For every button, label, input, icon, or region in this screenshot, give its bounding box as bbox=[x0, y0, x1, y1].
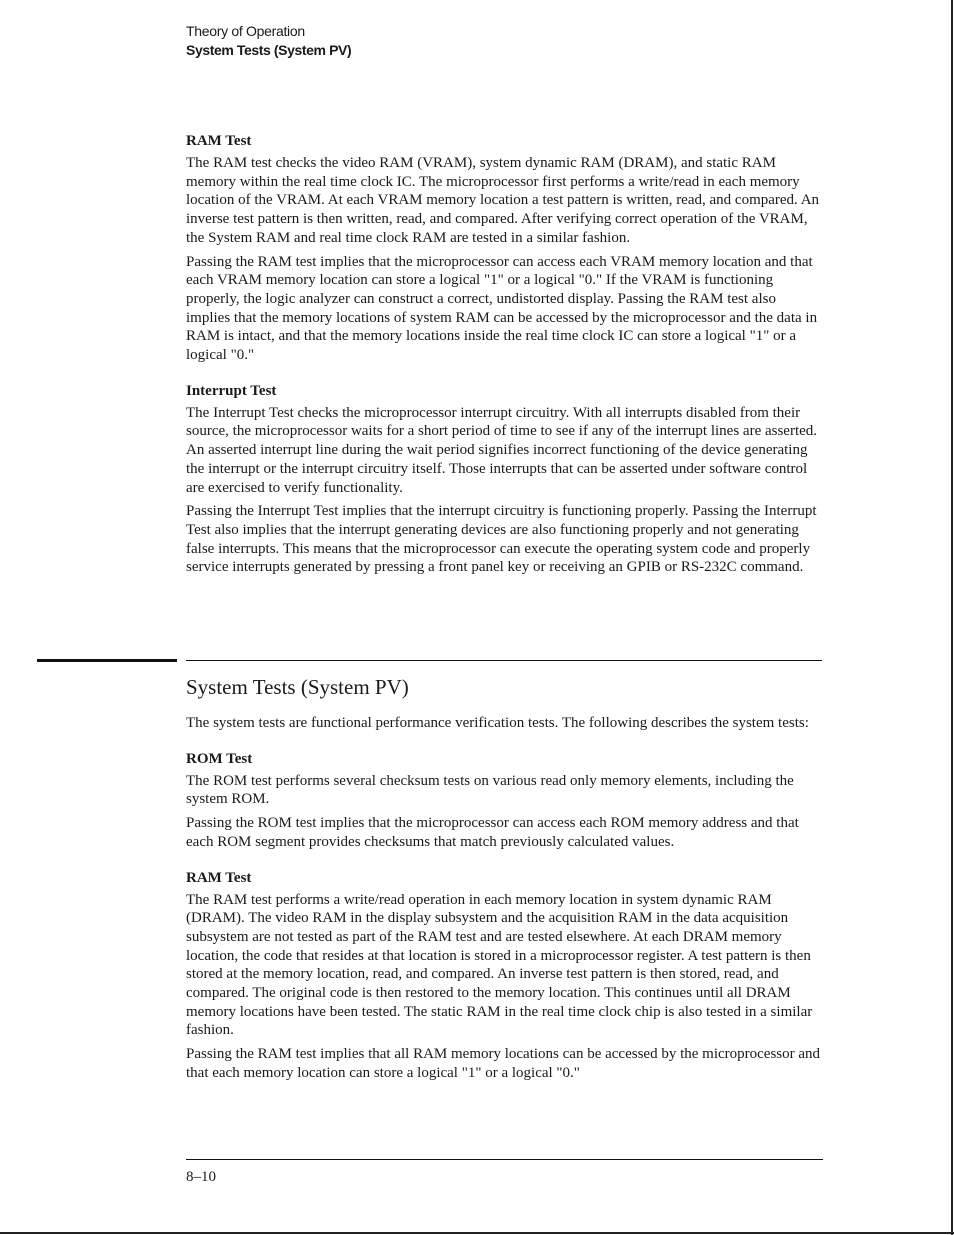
system-tests-content bbox=[186, 676, 822, 1088]
section-title: System Tests (System PV) bbox=[186, 42, 352, 58]
ram-test-paragraph-1: The RAM test checks the video RAM (VRAM), system dynamic RAM (DRAM), and static RAM memory within the real time clock IC. The microprocessor first performs a write/read in each memory location of the VRAM. At each VRAM memory location a test pattern is written, read, and compared. An inverse test pattern is then written, read, and compared. After verifying correct operation of the VRAM, the System RAM and real time clock RAM are tested in a similar fashion. bbox=[186, 155, 820, 246]
system-ram-test-paragraph-2: Passing the RAM test implies that all RAM memory locations can be accessed by the microprocessor and that each memory location can store a logical "1" or a logical "0." bbox=[186, 1046, 821, 1081]
ram-test-paragraph-2: Passing the RAM test implies that the microprocessor can access each VRAM memory location and that each VRAM memory location can store a logical "1" or a logical "0." If the VRAM is functioning properly, the logic analyzer can construct a correct, undistorted display. Passing the RAM test also implies that the memory locations of system RAM can be accessed by the microprocessor and the data in RAM is intact, and that the memory locations inside the real time clock IC can store a logical "1" or a logical "0." bbox=[186, 253, 818, 364]
chapter-title: Theory of Operation bbox=[186, 23, 305, 39]
system-ram-test-paragraph-1: The RAM test performs a write/read operation in each memory location in system dynamic RAM (DRAM). The video RAM in the display subsystem and the acquisition RAM in the data acquisition subsystem are not tested as part of the RAM test and are tested elsewhere. At each DRAM memory location, the code that resides at that location is stored in a microprocessor register. A test pattern is then stored at the memory location, read, and compared. An inverse test pattern is then stored, read, and compared. The original code is then restored to the memory location. This continues until all DRAM memory locations have been tested. The static RAM in the real time clock chip is also tested in a similar fashion. bbox=[186, 891, 813, 1039]
ram-test-heading: RAM Test bbox=[186, 133, 252, 149]
rom-test-heading: ROM Test bbox=[186, 750, 253, 767]
system-tests-intro: The system tests are functional performance verification tests. The following describes the system tests: bbox=[186, 715, 809, 731]
rom-test-paragraph-1: The ROM test performs several checksum tests on various read only memory elements, including the system ROM. bbox=[186, 772, 794, 808]
section-divider bbox=[186, 660, 822, 661]
rom-test-paragraph-2: Passing the ROM test implies that the microprocessor can access each ROM memory address and that each ROM segment provides checksums that match previously calculated values. bbox=[186, 815, 799, 850]
interrupt-test-paragraph-2: Passing the Interrupt Test implies that the interrupt circuitry is functioning properly. Passing the Interrupt Test also implies that the interrupt generating devices are also functioning properly and not generating false interrupts. This means that the microprocessor can execute the operating system code and properly service interrupts generated by pressing a front panel key or receiving an GPIB or RS-232C command. bbox=[186, 503, 817, 576]
system-ram-test-heading: RAM Test bbox=[186, 869, 252, 886]
page-edge-right bbox=[951, 0, 953, 1235]
interrupt-test-heading: Interrupt Test bbox=[186, 382, 277, 399]
page-number: 8–10 bbox=[186, 1169, 216, 1185]
part1-content bbox=[186, 132, 822, 582]
running-head bbox=[186, 22, 351, 60]
footer-rule bbox=[186, 1159, 823, 1160]
system-tests-title: System Tests (System PV) bbox=[186, 675, 409, 699]
page-edge-bottom bbox=[0, 1232, 954, 1234]
section-divider-left bbox=[37, 659, 177, 662]
interrupt-test-paragraph-1: The Interrupt Test checks the microprocessor interrupt circuitry. With all interrupts disabled from their source, the microprocessor waits for a short period of time to see if any of the interrupt lines are asserted. An asserted interrupt line during the wait period signifies incorrect functioning of the device generating the interrupt or the interrupt circuitry itself. Those interrupts that can be asserted under software control are exercised to verify functionality. bbox=[186, 404, 818, 496]
